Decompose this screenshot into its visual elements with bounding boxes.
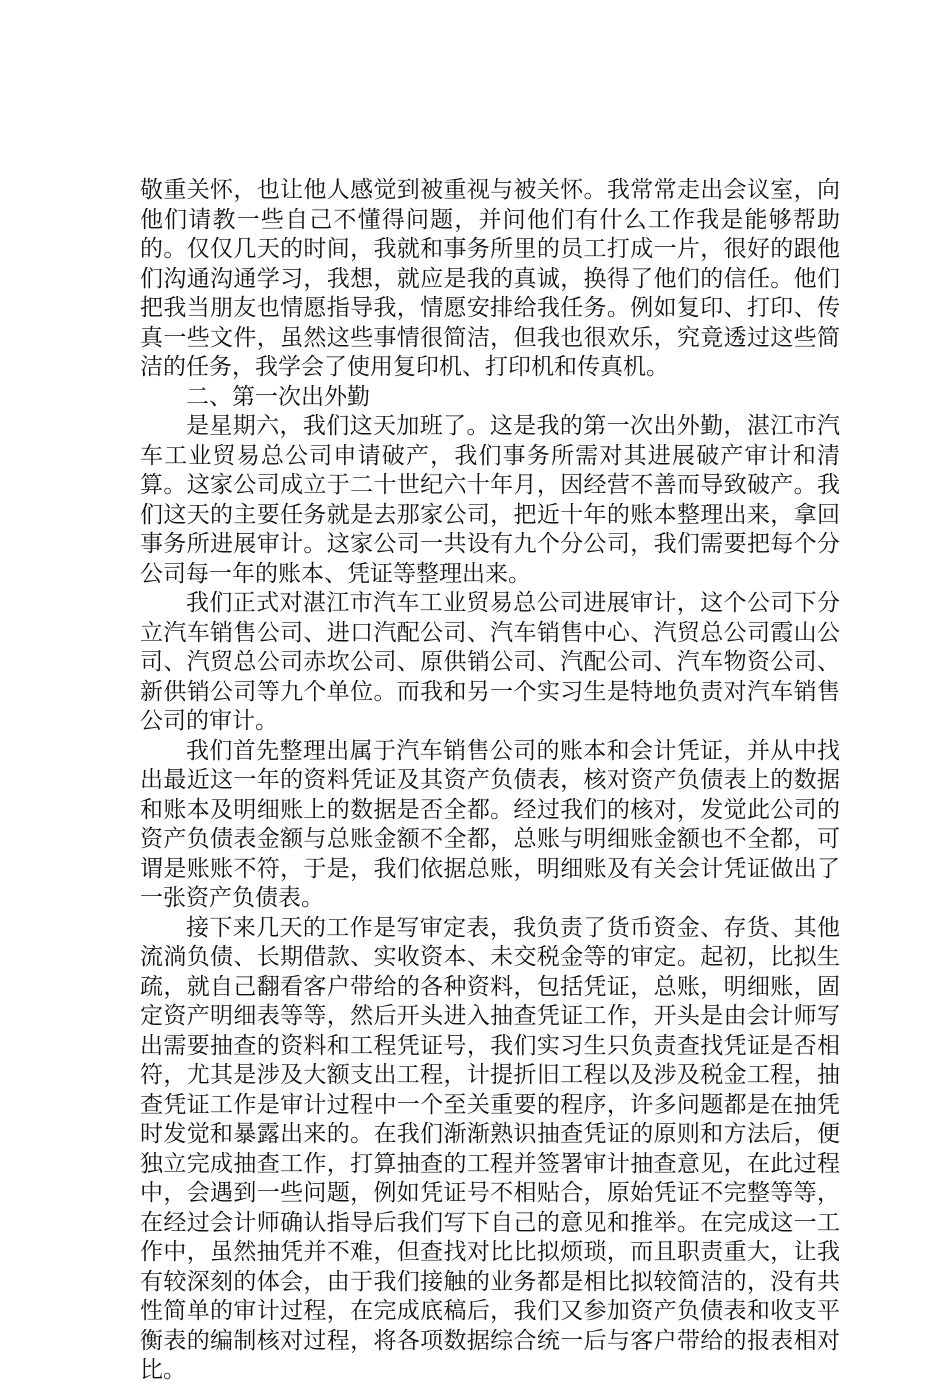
paragraph: 我们正式对湛江市汽车工业贸易总公司进展审计，这个公司下分立汽车销售公司、进口汽配公司、汽车销售中心、汽贸总公司霞山公司、汽贸总公司赤坎公司、原供销公司、汽配公司、汽车物资公司、新供销公司等九个单位。而我和另一个实习生是特地负责对汽车销售公司的审计。 (140, 590, 840, 734)
paragraph: 接下来几天的工作是写审定表，我负责了货币资金、存货、其他流淌负债、长期借款、实收资本、未交税金等的审定。起初，比拟生疏，就自己翻看客户带给的各种资料，包括凭证，总账，明细账，固定资产明细表等等，然后开头进入抽查凭证工作，开头是由会计师写出需要抽查的资料和工程凭证号，我们实习生只负责查找凭证是否相符，尤其是涉及大额支出工程，计提折旧工程以及涉及税金工程，抽查凭证工作是审计过程中一个至关重要的程序，许多问题都是在抽凭时发觉和暴露出来的。在我们渐渐熟识抽查凭证的原则和方法后，便独立完成抽查工作，打算抽查的工程并签署审计抽查意见，在此过程中，会遇到一些问题，例如凭证号不相贴合，原始凭证不完整等等，在经过会计师确认指导后我们写下自己的意见和推举。在完成这一工作中，虽然抽凭并不难，但查找对比比拟烦琐，而且职责重大，让我有较深刻的体会，由于我们接触的业务都是相比拟较简洁的，没有共性简单的审计过程，在完成底稿后，我们又参加资产负债表和收支平衡表的编制核对过程，将各项数据综合统一后与客户带给的报表相对比。 (140, 914, 840, 1383)
paragraph: 我们首先整理出属于汽车销售公司的账本和会计凭证，并从中找出最近这一年的资料凭证及其资产负债表，核对资产负债表上的数据和账本及明细账上的数据是否全都。经过我们的核对，发觉此公司的资产负债表金额与总账金额不全都，总账与明细账金额也不全都，可谓是账账不符，于是，我们依据总账，明细账及有关会计凭证做出了一张资产负债表。 (140, 737, 840, 911)
document-body (140, 176, 840, 1386)
section-heading: 二、第一次出外勤 (186, 383, 370, 410)
paragraph-continuation: 敬重关怀，也让他人感觉到被重视与被关怀。我常常走出会议室，向他们请教一些自己不懂得问题，并问他们有什么工作我是能够帮助的。仅仅几天的时间，我就和事务所里的员工打成一片，很好的跟他们沟通沟通学习，我想，就应是我的真诚，换得了他们的信任。他们把我当朋友也情愿指导我，情愿安排给我任务。例如复印、打印、传真一些文件，虽然这些事情很简洁，但我也很欢乐，究竟透过这些简洁的任务，我学会了使用复印机、打印机和传真机。 (140, 177, 840, 380)
paragraph: 是星期六，我们这天加班了。这是我的第一次出外勤，湛江市汽车工业贸易总公司申请破产，我们事务所需对其进展破产审计和清算。这家公司成立于二十世纪六十年月，因经营不善而导致破产。我们这天的主要任务就是去那家公司，把近十年的账本整理出来，拿回事务所进展审计。这家公司一共设有九个分公司，我们需要把每个分公司每一年的账本、凭证等整理出来。 (140, 413, 840, 587)
